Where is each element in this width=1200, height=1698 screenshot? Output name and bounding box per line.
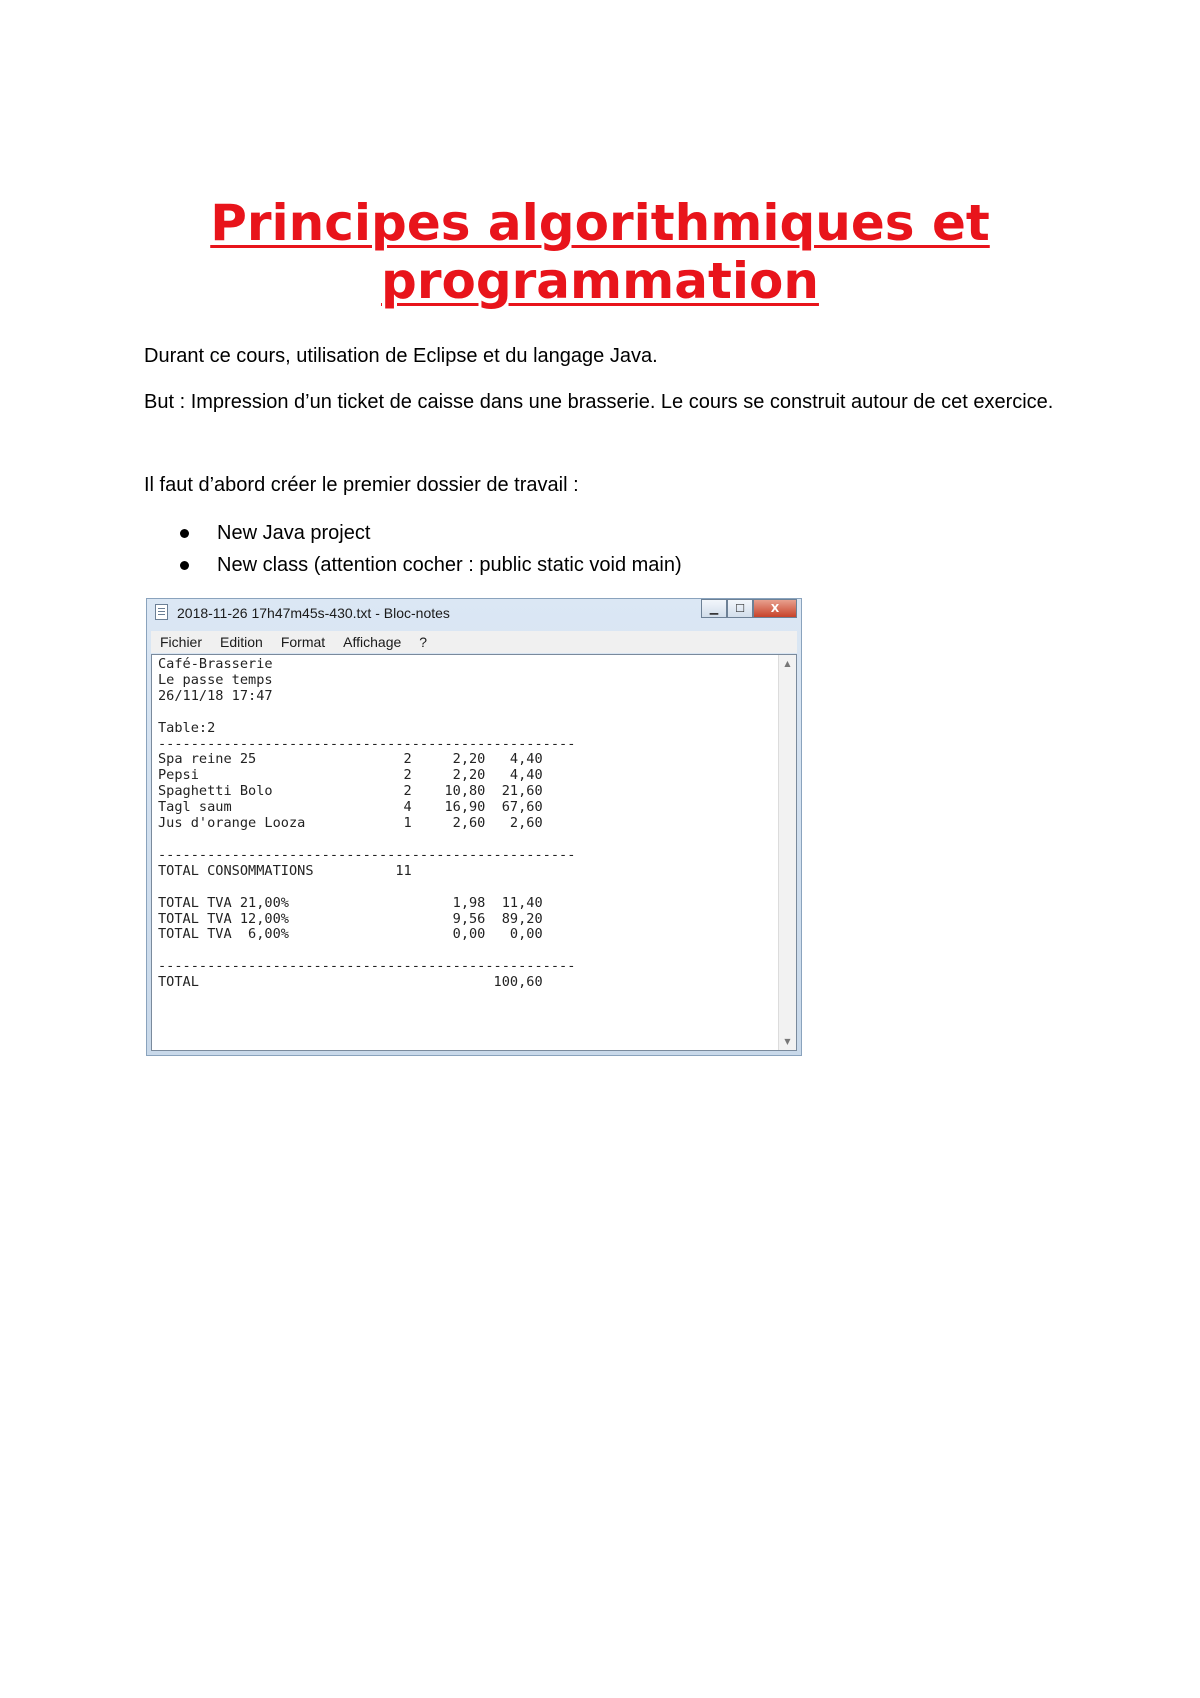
text-editor[interactable] (151, 654, 797, 1051)
steps-list (144, 517, 682, 581)
instruction-paragraph: Il faut d’abord créer le premier dossier de travail : (144, 474, 579, 496)
menu-format[interactable]: Format (280, 634, 326, 650)
menu-edition[interactable]: Edition (220, 634, 263, 650)
notepad-icon (155, 604, 168, 620)
receipt-text[interactable]: Café-Brasserie Le passe temps 26/11/18 17:47 Table:2 --------------------------------------------------- Spa reine 25 2 2,20 4,40 Pepsi 2 2,20 4,40 Spaghetti Bolo 2 10,80 21,60 Tagl saum 4 16,90 67,60 Jus d'orange Looza 1 2,60 2,60 --------------------------------------------------- TOTAL CONSOMMATIONS 11 TOTAL TVA 21,00% 1,98 11,40 TOTAL TVA 12,00% 9,56 89,20 TOTAL TVA 6,00% 0,00 0,00 --------------------------------------------------- TOTAL 100,60 (158, 656, 576, 991)
scroll-up-icon[interactable]: ▲ (784, 659, 791, 668)
list-item-text: New Java project (217, 522, 371, 544)
window-controls (701, 599, 797, 618)
list-item (144, 549, 682, 581)
document-title: Principes algorithmiques et programmation (210, 193, 990, 310)
goal-paragraph: But : Impression d’un ticket de caisse dans une brasserie. Le cours se construit autour de cet exercice. (144, 391, 1054, 413)
close-button[interactable]: X (753, 599, 797, 618)
intro-paragraph: Durant ce cours, utilisation de Eclipse et du langage Java. (144, 345, 658, 367)
list-item-text: New class (attention cocher : public static void main) (217, 554, 682, 576)
list-item (144, 517, 682, 549)
menu-bar (151, 631, 797, 653)
menu-help[interactable]: ? (419, 634, 428, 650)
window-title: 2018-11-26 17h47m45s-430.txt - Bloc-notes (177, 605, 450, 621)
menu-fichier[interactable]: Fichier (160, 634, 203, 650)
bullet-icon (180, 561, 189, 570)
vertical-scrollbar[interactable] (778, 655, 796, 1050)
bullet-icon (180, 529, 189, 538)
menu-affichage[interactable]: Affichage (343, 634, 402, 650)
minimize-button[interactable]: ▁ (701, 599, 727, 618)
title-bar[interactable] (147, 599, 801, 629)
maximize-button[interactable]: ☐ (727, 599, 753, 618)
notepad-window-screenshot (146, 598, 802, 1056)
scroll-down-icon[interactable]: ▼ (784, 1037, 791, 1046)
